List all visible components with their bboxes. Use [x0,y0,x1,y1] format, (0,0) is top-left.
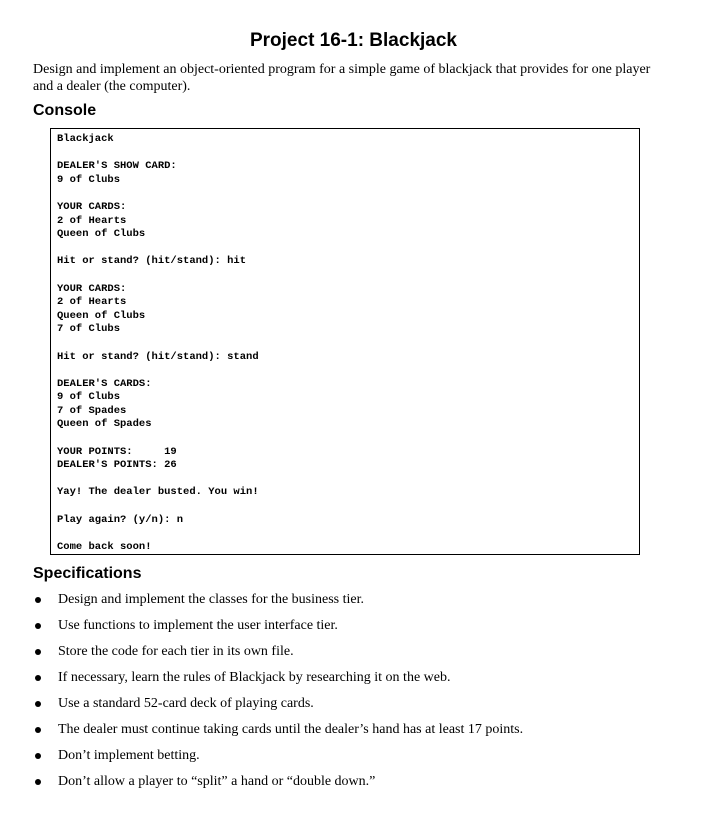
console-line: 7 of Clubs [57,323,121,336]
specification-text: If necessary, learn the rules of Blackjack by researching it on the web. [58,670,451,685]
console-line: Queen of Spades [57,418,152,431]
console-line: Hit or stand? (hit/stand): stand [57,350,259,363]
console-line [57,432,259,446]
console-line [57,337,259,351]
console-line: YOUR CARDS: [57,200,127,213]
bullet-icon [35,623,41,629]
intro-paragraph: Design and implement an object-oriented program for a simple game of blackjack that provides for one player and a dealer (the computer). [33,62,651,94]
specification-text: Don’t allow a player to “split” a hand or “double down.” [58,774,376,789]
specification-text: Don’t implement betting. [58,748,200,763]
console-line: 2 of Hearts [57,296,127,309]
console-line [57,364,259,378]
console-line: Come back soon! [57,540,152,553]
console-line [57,527,259,541]
specification-item [33,695,673,721]
console-line: Yay! The dealer busted. You win! [57,486,259,499]
console-line: DEALER'S POINTS: 26 [57,459,177,472]
console-line: DEALER'S SHOW CARD: [57,160,177,173]
console-heading: Console [33,102,97,119]
console-line: DEALER'S CARDS: [57,377,152,390]
specification-item [33,591,673,617]
bullet-icon [35,649,41,655]
specification-item [33,669,673,695]
specification-text: Store the code for each tier in its own file. [58,644,294,659]
console-line: Queen of Clubs [57,309,146,322]
console-output [57,133,259,554]
console-line [57,473,259,487]
console-line: 9 of Clubs [57,391,121,404]
console-line [57,269,259,283]
bullet-icon [35,727,41,733]
specification-item [33,747,673,773]
console-line [57,187,259,201]
page-title: Project 16-1: Blackjack [249,30,457,51]
specification-item [33,721,673,747]
specification-text: Use a standard 52-card deck of playing cards. [58,696,314,711]
console-line: Play again? (y/n): n [57,513,184,526]
console-line: YOUR CARDS: [57,282,127,295]
specification-text: Use functions to implement the user interface tier. [58,618,338,633]
console-line: Blackjack [57,133,114,145]
bullet-icon [35,701,41,707]
specifications-heading: Specifications [33,565,142,582]
console-line: Queen of Clubs [57,228,146,241]
specification-item [33,617,673,643]
bullet-icon [35,753,41,759]
console-line: 2 of Hearts [57,214,127,227]
console-line [57,242,259,256]
bullet-icon [35,779,41,785]
specification-text: Design and implement the classes for the business tier. [58,592,364,607]
console-line: 9 of Clubs [57,173,121,186]
specification-text: The dealer must continue taking cards until the dealer’s hand has at least 17 points. [58,722,524,737]
console-line: 7 of Spades [57,404,127,417]
console-line: Hit or stand? (hit/stand): hit [57,255,247,268]
console-line: YOUR POINTS: 19 [57,445,177,458]
bullet-icon [35,675,41,681]
specification-item [33,643,673,669]
console-line [57,500,259,514]
specifications-list [33,591,673,799]
bullet-icon [35,597,41,603]
console-line [57,147,259,161]
specification-item [33,773,673,799]
